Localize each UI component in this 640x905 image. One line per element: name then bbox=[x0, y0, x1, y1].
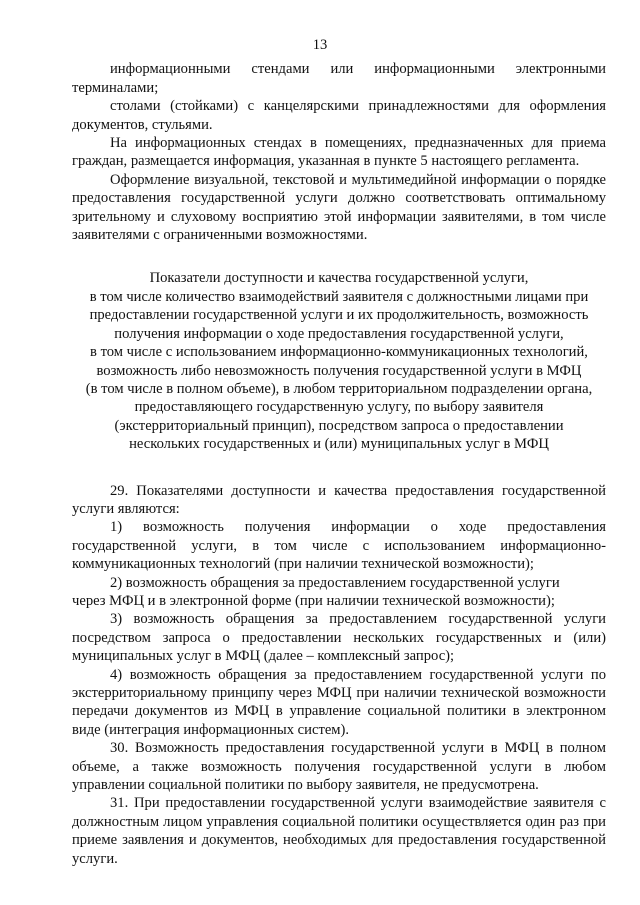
section-heading bbox=[72, 269, 606, 453]
paragraph-29: 29. Показателями доступности и качества предоставления государственной услуги являются: bbox=[72, 482, 606, 517]
heading-line: (экстерриториальный принцип), посредством запроса о предоставлении bbox=[114, 417, 564, 434]
heading-line: получения информации о ходе предоставления государственной услуги, bbox=[114, 325, 564, 342]
paragraph-info-stands: На информационных стендах в помещениях, предназначенных для приема граждан, размещается информация, указанная в пункте 5 настоящего регламента. bbox=[72, 135, 606, 170]
heading-line: предоставляющего государственную услугу, по выбору заявителя bbox=[134, 399, 544, 416]
list-item-4: 4) возможность обращения за предоставлением государственной услуги по экстерриториальному принципу через МФЦ при наличии технической возможности передачи документов из МФЦ в управление социальной политики в электронном виде (интеграция информационных систем). bbox=[72, 666, 606, 738]
paragraph-30: 30. Возможность предоставления государственной услуги в МФЦ в полном объеме, а также возможность получения государственной услуги в любом управлении социальной политики по выбору заявителя, не предусмотрена. bbox=[72, 740, 606, 794]
paragraph-tables: столами (стойками) с канцелярскими принадлежностями для оформления документов, стульями. bbox=[72, 98, 606, 133]
paragraph-visual-info: Оформление визуальной, текстовой и мультимедийной информации о порядке предоставления государственной услуги должно соответствовать оптимальному зрительному и слуховому восприятию этой информации заявителями, в том числе заявителями с ограниченными возможностями. bbox=[72, 171, 606, 244]
list-item-2-continuation: через МФЦ и в электронной форме (при наличии технической возможности); bbox=[72, 592, 555, 609]
heading-line: возможность либо невозможность получения государственной услуги в МФЦ bbox=[96, 362, 582, 379]
paragraph-terminals: информационными стендами или информационными электронными терминалами; bbox=[72, 61, 606, 96]
heading-line: предоставлении государственной услуги и их продолжительность, возможность bbox=[89, 307, 589, 324]
paragraph-31: 31. При предоставлении государственной услуги взаимодействие заявителя с должностным лицом управления социальной политики осуществляется один раз при приеме заявления и документов, необходимых для предоставления государственной услуги. bbox=[72, 795, 606, 867]
heading-line: (в том числе в полном объеме), в любом территориальном подразделении органа, bbox=[85, 380, 593, 397]
heading-line: нескольких государственных и (или) муниципальных услуг в МФЦ bbox=[129, 436, 549, 453]
heading-line: в том числе с использованием информационно-коммуникационных технологий, bbox=[90, 344, 588, 361]
heading-line: Показатели доступности и качества государственной услуги, bbox=[149, 270, 529, 287]
list-item-2: 2) возможность обращения за предоставлением государственной услуги bbox=[110, 574, 560, 591]
heading-line: в том числе количество взаимодействий заявителя с должностными лицами при bbox=[89, 288, 589, 305]
list-item-3: 3) возможность обращения за предоставлением государственной услуги посредством запроса о предоставлении нескольких государственных и (или) муниципальных услуг в МФЦ (далее – комплексный запрос); bbox=[72, 611, 606, 665]
page-number: 13 bbox=[312, 37, 328, 53]
list-item-1: 1) возможность получения информации о ходе предоставления государственной услуги, в том числе с использованием информационно-коммуникационных технологий (при наличии технической возможности); bbox=[72, 519, 606, 573]
